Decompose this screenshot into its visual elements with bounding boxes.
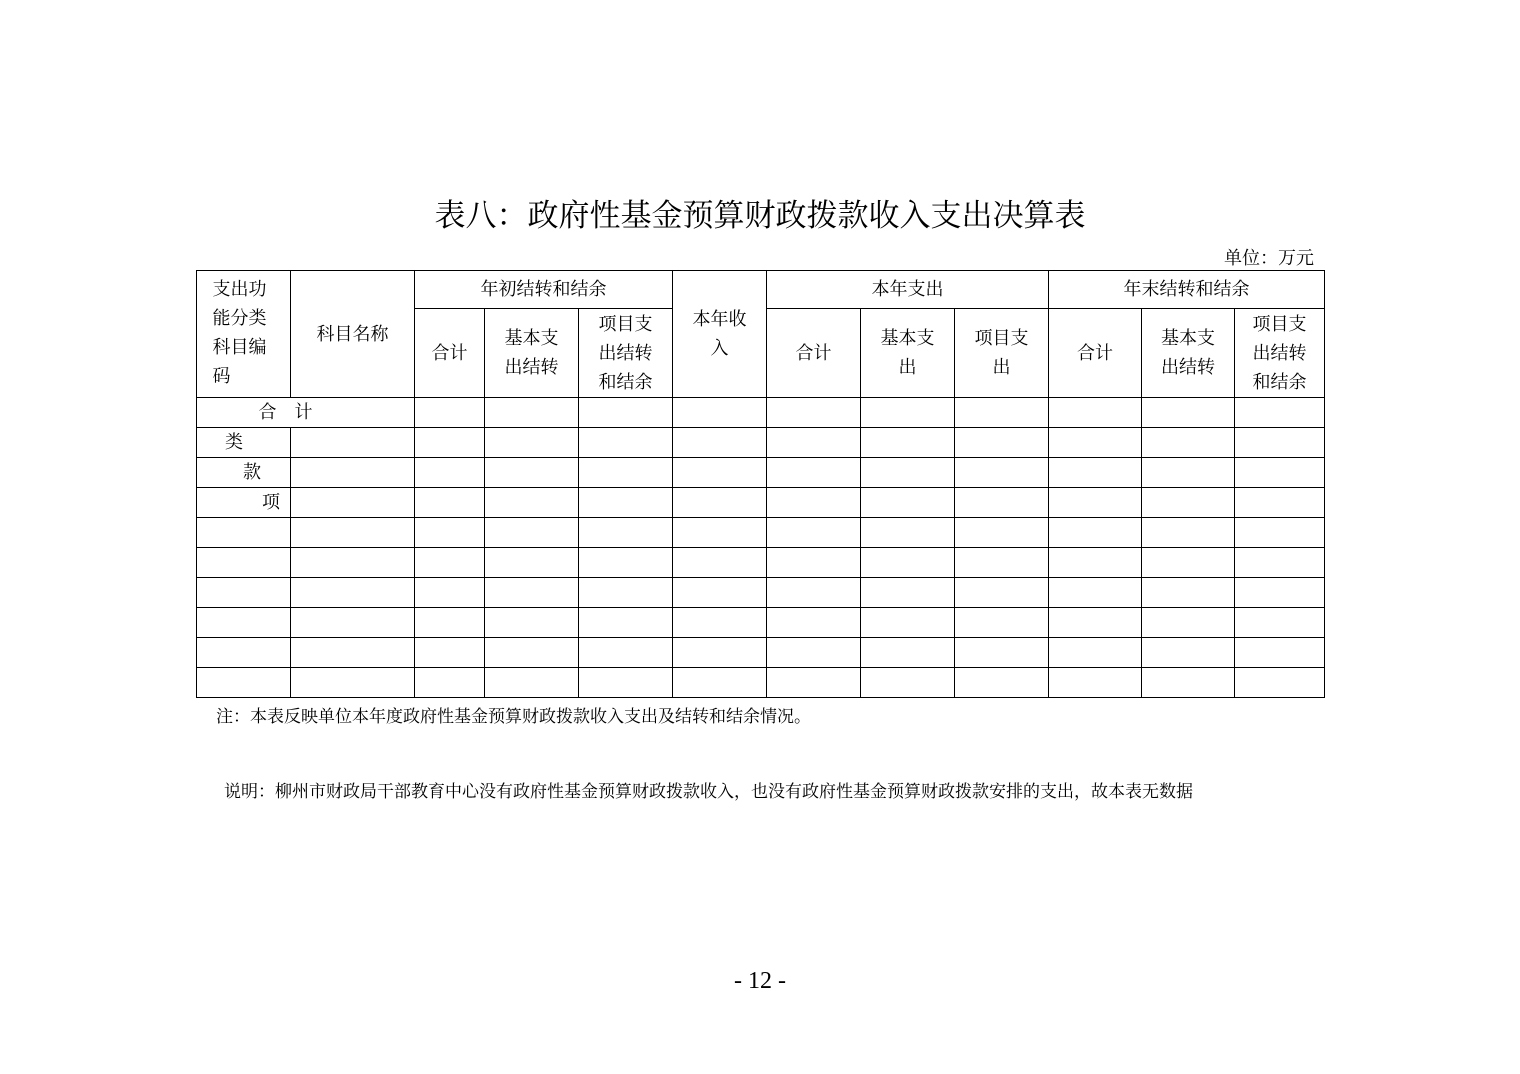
xiang-label: 项 [197,488,291,518]
header-expend-project: 项目支出 [955,309,1049,398]
table-row [197,578,1325,608]
table-row-lei [197,428,1325,458]
header-begin-total: 合计 [415,309,485,398]
header-begin-basic: 基本支出结转 [485,309,579,398]
header-begin-group: 年初结转和结余 [415,271,673,309]
table-row [197,668,1325,698]
table-row [197,548,1325,578]
header-begin-project: 项目支出结转和结余 [579,309,673,398]
header-end-project: 项目支出结转和结余 [1235,309,1325,398]
header-end-basic: 基本支出结转 [1142,309,1235,398]
header-expend-basic: 基本支出 [861,309,955,398]
table-row-xiang [197,488,1325,518]
table-row [197,608,1325,638]
table-row [197,638,1325,668]
lei-label: 类 [197,428,291,458]
table-row-total [197,398,1325,428]
explanation-text: 说明：柳州市财政局干部教育中心没有政府性基金预算财政拨款收入，也没有政府性基金预算财政拨款安排的支出，故本表无数据 [224,782,1193,802]
table-row-kuan [197,458,1325,488]
header-name: 科目名称 [291,271,415,398]
page-number: - 12 - [734,968,786,994]
total-label: 合 计 [197,398,415,428]
kuan-label: 款 [197,458,291,488]
header-end-group: 年末结转和结余 [1049,271,1325,309]
page-title: 表八：政府性基金预算财政拨款收入支出决算表 [434,198,1086,234]
table-note: 注：本表反映单位本年度政府性基金预算财政拨款收入支出及结转和结余情况。 [216,707,811,727]
header-expend-group: 本年支出 [767,271,1049,309]
header-end-total: 合计 [1049,309,1142,398]
header-expend-total: 合计 [767,309,861,398]
header-income: 本年收入 [673,271,767,398]
header-code: 支出功能分类科目编码 [197,271,291,398]
table-row [197,518,1325,548]
unit-label: 单位：万元 [1224,248,1314,269]
fund-table [196,270,1325,698]
